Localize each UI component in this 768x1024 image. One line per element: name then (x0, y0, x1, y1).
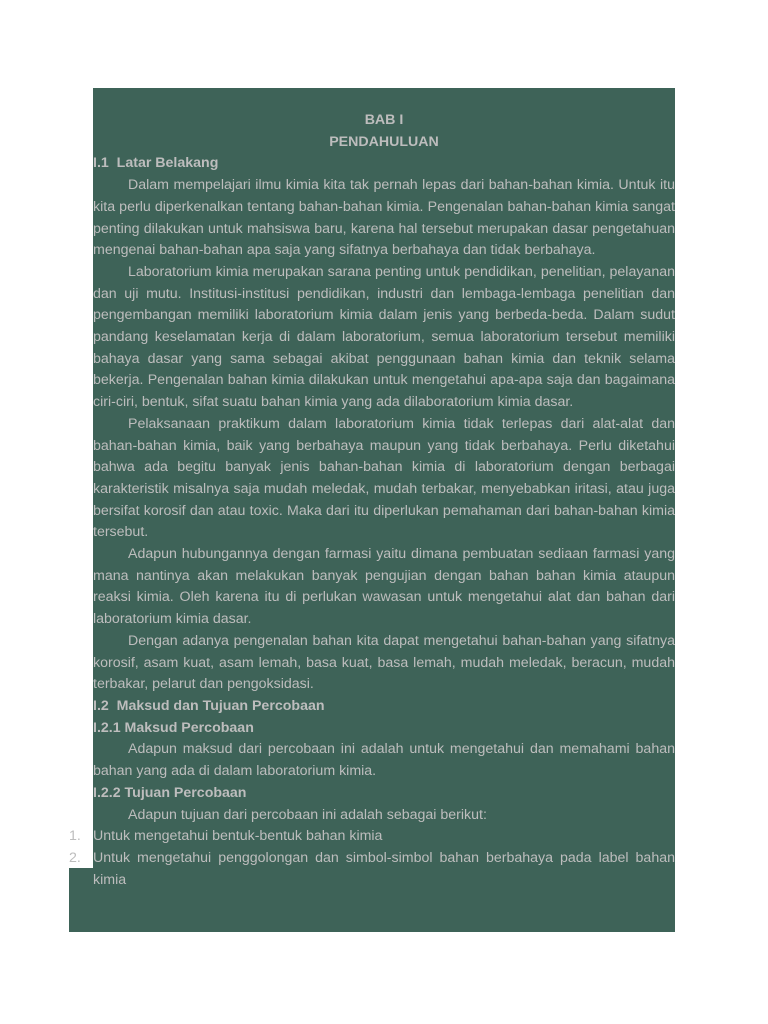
section-heading-maksud-tujuan: I.2 Maksud dan Tujuan Percobaan (93, 697, 325, 714)
list-item-number: 2. (69, 849, 81, 866)
paragraph: Pelaksanaan praktikum dalam laboratorium kimia tidak terlepas dari alat-alat dan bahan-bahan kimia, baik yang berbahaya maupun yang tidak berbahaya. Perlu diketahui bahwa ada begitu banyak jenis bahan-bahan kimia di laboratorium dengan berbagai karakteristik misalnya saja mudah meledak, mudah terbakar, menyebabkan iritasi, atau juga bersifat korosif dan atau toxic. Maka dari itu diperlukan pemahaman dari bahan-bahan kimia tersebut. (93, 415, 675, 541)
chapter-label: BAB I (364, 112, 404, 128)
paragraph: Laboratorium kimia merupakan sarana penting untuk pendidikan, penelitian, pelayanan dan uji mutu. Institusi-institusi pendidikan, industri dan lembaga-lembaga penelitian dan pengembangan memiliki laboratorium kimia dalam jenis yang berbeda-beda. Dalam sudut pandang keselamatan kerja di dalam laboratorium, semua laboratorium tersebut memiliki bahaya dasar yang sama sebagai akibat penggunaan bahan kimia dan teknik selama bekerja. Pengenalan bahan kimia dilakukan untuk mengetahui apa-apa saja dan bagaimana ciri-ciri, bentuk, sifat suatu bahan kimia yang ada dilaboratorium kimia dasar. (93, 263, 675, 411)
paragraph: Adapun tujuan dari percobaan ini adalah sebagai berikut: (128, 806, 487, 823)
list-item (69, 848, 675, 891)
subsection-heading-tujuan: I.2.2 Tujuan Percobaan (93, 784, 247, 801)
paragraph: Dalam mempelajari ilmu kimia kita tak pernah lepas dari bahan-bahan kimia. Untuk itu kita perlu diperkenalkan tentang bahan-bahan kimia. Pengenalan bahan-bahan kimia sangat penting dilakukan untuk mahsiswa baru, karena hal tersebut merupakan dasar pengetahuan mengenai bahan-bahan apa saja yang sifatnya berbahaya dan tidak berbahaya. (93, 177, 675, 259)
chapter-title: PENDAHULUAN (329, 133, 439, 150)
list-item-text: Untuk mengetahui bentuk-bentuk bahan kimia (93, 828, 383, 845)
section-heading-latar-belakang: I.1 Latar Belakang (93, 155, 219, 172)
list-item-text: Untuk mengetahui penggolongan dan simbol-simbol bahan berbahaya pada label bahan kimia (93, 849, 675, 888)
list-item (69, 826, 675, 848)
objectives-list (69, 826, 675, 891)
document-body (69, 110, 675, 891)
paragraph: Dengan adanya pengenalan bahan kita dapat mengetahui bahan-bahan yang sifatnya korosif, asam kuat, asam lemah, basa kuat, basa lemah, mudah meledak, beracun, mudah terbakar, pelarut dan pengoksidasi. (93, 632, 675, 693)
paragraph: Adapun hubungannya dengan farmasi yaitu dimana pembuatan sediaan farmasi yang mana nantinya akan melakukan banyak pengujian dengan bahan bahan kimia ataupun reaksi kimia. Oleh karena itu di perlukan wawasan untuk mengetahui alat dan bahan dari laboratorium kimia dasar. (93, 546, 675, 628)
paragraph: Adapun maksud dari percobaan ini adalah untuk mengetahui dan memahami bahan bahan yang ada di dalam laboratorium kimia. (93, 741, 675, 780)
list-item-number: 1. (69, 828, 81, 845)
subsection-heading-maksud: I.2.1 Maksud Percobaan (93, 719, 254, 736)
